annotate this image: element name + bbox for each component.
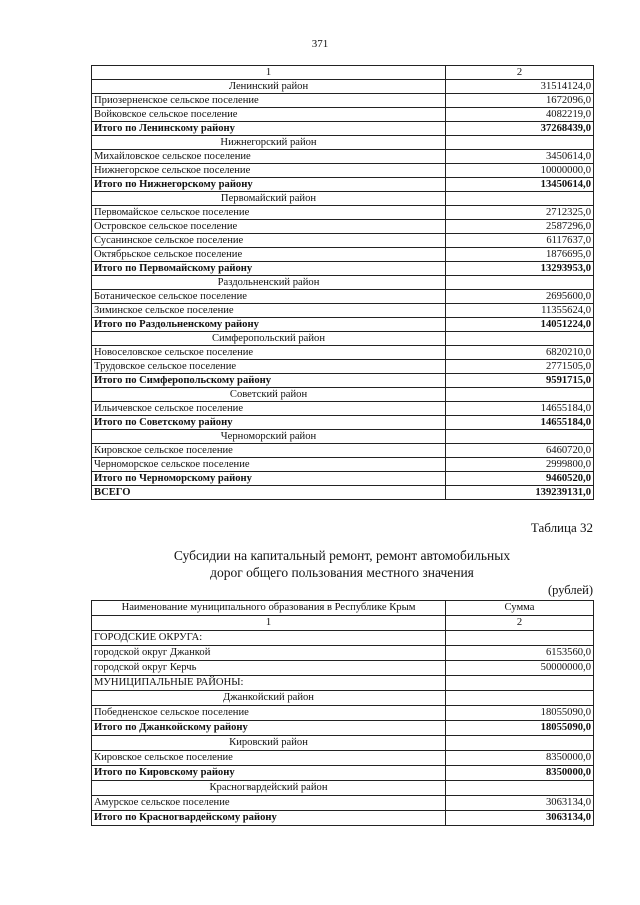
column-number-2: 2 [446, 616, 594, 631]
row-value: 6820210,0 [446, 346, 594, 360]
row-name: Итого по Кировскому району [92, 766, 446, 781]
row-name: Ленинский район [92, 80, 446, 94]
table-row [92, 234, 594, 248]
row-name: Кировское сельское поселение [92, 751, 446, 766]
row-name: Зиминское сельское поселение [92, 304, 446, 318]
row-value [446, 136, 594, 150]
table-road-subsidies [91, 600, 594, 826]
row-name: Итого по Ленинскому району [92, 122, 446, 136]
district-heading-row [92, 781, 594, 796]
row-value: 13293953,0 [446, 262, 594, 276]
row-value [446, 388, 594, 402]
table-row [92, 164, 594, 178]
table-row [92, 706, 594, 721]
table-district-totals [91, 65, 594, 500]
row-name: городской округ Джанкой [92, 646, 446, 661]
row-name: Островское сельское поселение [92, 220, 446, 234]
total-row [92, 262, 594, 276]
table-row [92, 346, 594, 360]
row-value: 14655184,0 [446, 416, 594, 430]
table1-body [92, 80, 594, 500]
row-name: ГОРОДСКИЕ ОКРУГА: [92, 631, 446, 646]
row-name: Ильичевское сельское поселение [92, 402, 446, 416]
row-value: 3063134,0 [446, 796, 594, 811]
row-name: Раздольненский район [92, 276, 446, 290]
row-value: 14051224,0 [446, 318, 594, 332]
table-caption: Таблица 32 [530, 520, 593, 535]
table-row [92, 646, 594, 661]
table-row [92, 206, 594, 220]
total-row [92, 178, 594, 192]
row-value: 8350000,0 [446, 751, 594, 766]
district-heading-row [92, 430, 594, 444]
row-value [446, 631, 594, 646]
table-row [92, 304, 594, 318]
row-value: 18055090,0 [446, 706, 594, 721]
row-name: Нижнегорский район [92, 136, 446, 150]
row-name: Итого по Джанкойскому району [92, 721, 446, 736]
row-name: Приозерненское сельское поселение [92, 94, 446, 108]
row-name: Трудовское сельское поселение [92, 360, 446, 374]
row-name: Джанкойский район [92, 691, 446, 706]
column-number-2: 2 [446, 66, 594, 80]
row-value: 2999800,0 [446, 458, 594, 472]
page-number: 371 [311, 38, 329, 50]
row-name: Октябрьское сельское поселение [92, 248, 446, 262]
table-row [92, 360, 594, 374]
row-name: Советский район [92, 388, 446, 402]
row-name: Первомайский район [92, 192, 446, 206]
row-name: Черноморский район [92, 430, 446, 444]
row-value: 6460720,0 [446, 444, 594, 458]
row-name: Итого по Черноморскому району [92, 472, 446, 486]
district-heading-row [92, 136, 594, 150]
row-name: Кировское сельское поселение [92, 444, 446, 458]
table-row [92, 402, 594, 416]
row-value: 6117637,0 [446, 234, 594, 248]
section-heading-row [92, 631, 594, 646]
row-value: 2695600,0 [446, 290, 594, 304]
row-value: 14655184,0 [446, 402, 594, 416]
table-header-row [92, 601, 594, 616]
row-value: 8350000,0 [446, 766, 594, 781]
row-value [446, 736, 594, 751]
district-heading-row [92, 736, 594, 751]
row-name: городской округ Керчь [92, 661, 446, 676]
table-row [92, 444, 594, 458]
row-name: Войковское сельское поселение [92, 108, 446, 122]
district-heading-row [92, 80, 594, 94]
row-value: 4082219,0 [446, 108, 594, 122]
table-row [92, 458, 594, 472]
column-number-1: 1 [92, 616, 446, 631]
column-number-row [92, 616, 594, 631]
total-row [92, 122, 594, 136]
row-value [446, 276, 594, 290]
row-value [446, 676, 594, 691]
row-value: 37268439,0 [446, 122, 594, 136]
row-value: 3063134,0 [446, 811, 594, 826]
table-row [92, 108, 594, 122]
row-name: Ботаническое сельское поселение [92, 290, 446, 304]
units-label: (рублей) [547, 583, 593, 597]
row-value: 2712325,0 [446, 206, 594, 220]
total-row [92, 766, 594, 781]
table-header-row [92, 66, 594, 80]
row-value: 1672096,0 [446, 94, 594, 108]
row-name: Итого по Красногвардейскому району [92, 811, 446, 826]
table-row [92, 248, 594, 262]
total-row [92, 318, 594, 332]
table-title [0, 547, 640, 581]
total-row [92, 472, 594, 486]
row-value [446, 430, 594, 444]
table-title-line-2: дорог общего пользования местного значения [210, 565, 474, 580]
table-row [92, 751, 594, 766]
district-heading-row [92, 691, 594, 706]
row-value: 2587296,0 [446, 220, 594, 234]
table-row [92, 94, 594, 108]
column-number-1: 1 [92, 66, 446, 80]
row-name: Итого по Раздольненскому району [92, 318, 446, 332]
table-row [92, 220, 594, 234]
total-row [92, 374, 594, 388]
row-name: Новоселовское сельское поселение [92, 346, 446, 360]
row-name: Черноморское сельское поселение [92, 458, 446, 472]
row-value: 1876695,0 [446, 248, 594, 262]
row-name: ВСЕГО [92, 486, 446, 500]
row-value: 3450614,0 [446, 150, 594, 164]
district-heading-row [92, 332, 594, 346]
row-name: Сусанинское сельское поселение [92, 234, 446, 248]
total-row [92, 486, 594, 500]
table-title-line-1: Субсидии на капитальный ремонт, ремонт автомобильных [173, 548, 511, 563]
row-value: 139239131,0 [446, 486, 594, 500]
row-name: Красногвардейский район [92, 781, 446, 796]
row-value [446, 691, 594, 706]
row-name: Победненское сельское поселение [92, 706, 446, 721]
row-value: 18055090,0 [446, 721, 594, 736]
table2-body [92, 631, 594, 826]
row-value: 13450614,0 [446, 178, 594, 192]
table-row [92, 290, 594, 304]
row-name: Итого по Советскому району [92, 416, 446, 430]
row-value: 10000000,0 [446, 164, 594, 178]
row-name: Кировский район [92, 736, 446, 751]
row-value [446, 781, 594, 796]
total-row [92, 811, 594, 826]
total-row [92, 721, 594, 736]
row-name: Итого по Нижнегорскому району [92, 178, 446, 192]
row-value: 2771505,0 [446, 360, 594, 374]
district-heading-row [92, 388, 594, 402]
row-name: МУНИЦИПАЛЬНЫЕ РАЙОНЫ: [92, 676, 446, 691]
row-name: Итого по Первомайскому району [92, 262, 446, 276]
row-name: Первомайское сельское поселение [92, 206, 446, 220]
row-value [446, 332, 594, 346]
table-row [92, 150, 594, 164]
row-value: 50000000,0 [446, 661, 594, 676]
row-name: Нижнегорское сельское поселение [92, 164, 446, 178]
row-value [446, 192, 594, 206]
row-name: Амурское сельское поселение [92, 796, 446, 811]
row-value: 9591715,0 [446, 374, 594, 388]
row-value: 31514124,0 [446, 80, 594, 94]
row-value: 11355624,0 [446, 304, 594, 318]
total-row [92, 416, 594, 430]
table-row [92, 661, 594, 676]
district-heading-row [92, 192, 594, 206]
row-value: 6153560,0 [446, 646, 594, 661]
row-name: Итого по Симферопольскому району [92, 374, 446, 388]
row-value: 9460520,0 [446, 472, 594, 486]
table-row [92, 796, 594, 811]
section-heading-row [92, 676, 594, 691]
row-name: Симферопольский район [92, 332, 446, 346]
column-header-name: Наименование муниципального образования в Республике Крым [92, 601, 446, 616]
district-heading-row [92, 276, 594, 290]
row-name: Михайловское сельское поселение [92, 150, 446, 164]
column-header-sum: Сумма [446, 601, 594, 616]
